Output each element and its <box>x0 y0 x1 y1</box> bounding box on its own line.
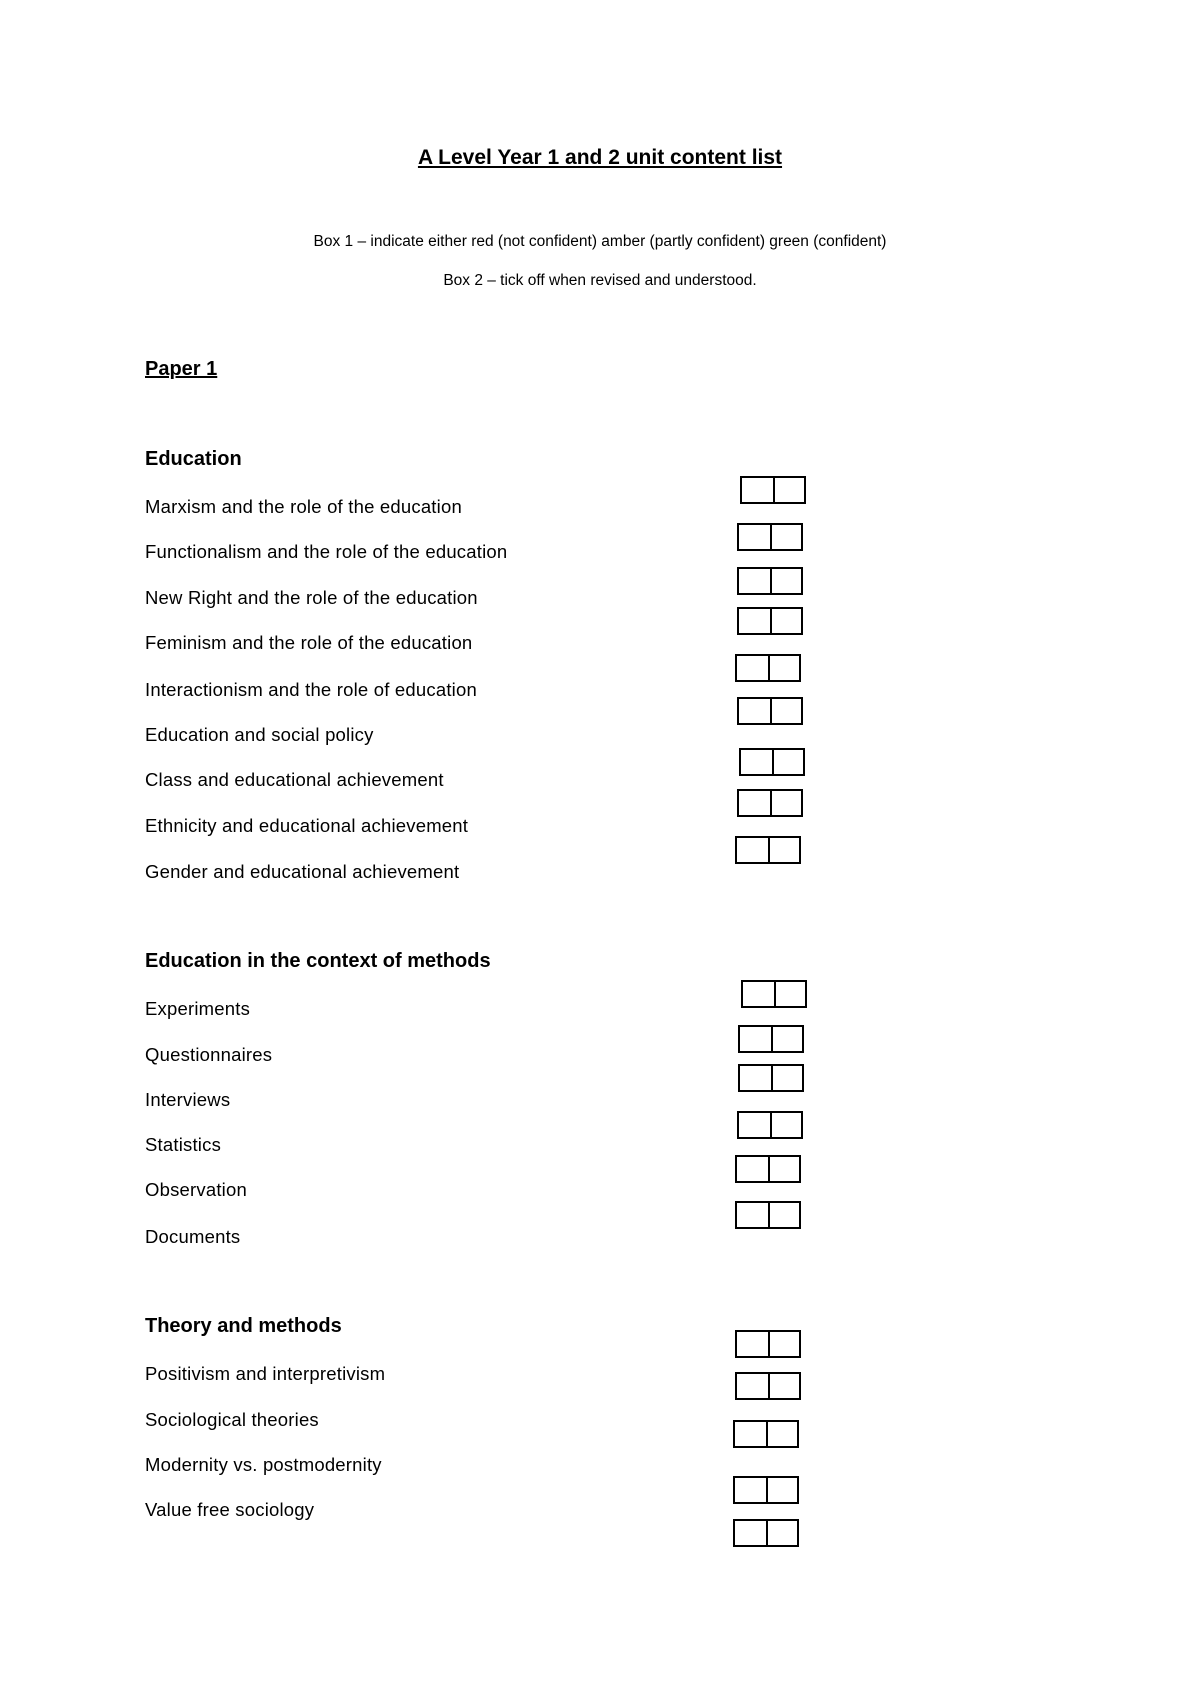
instruction-box-2: Box 2 – tick off when revised and understood. <box>443 272 757 289</box>
paper-title: Paper 1 <box>145 358 218 380</box>
confidence-tick-boxes[interactable] <box>738 1025 804 1053</box>
confidence-tick-boxes[interactable] <box>735 654 801 682</box>
confidence-tick-boxes[interactable] <box>733 1420 799 1448</box>
list-item: Education and social policy <box>145 724 374 745</box>
confidence-tick-boxes[interactable] <box>741 980 807 1008</box>
confidence-tick-boxes[interactable] <box>735 1155 801 1183</box>
confidence-tick-boxes[interactable] <box>740 476 806 504</box>
confidence-tick-boxes[interactable] <box>737 697 803 725</box>
confidence-tick-boxes[interactable] <box>737 523 803 551</box>
list-item: Modernity vs. postmodernity <box>145 1454 382 1475</box>
list-item: Questionnaires <box>145 1044 273 1065</box>
list-item: Experiments <box>145 998 251 1019</box>
list-item: Ethnicity and educational achievement <box>145 815 469 836</box>
confidence-tick-boxes[interactable] <box>737 1111 803 1139</box>
confidence-tick-boxes[interactable] <box>737 567 803 595</box>
confidence-tick-boxes[interactable] <box>733 1476 799 1504</box>
list-item: Interactionism and the role of education <box>145 679 477 700</box>
list-item: Sociological theories <box>145 1409 319 1430</box>
list-item: New Right and the role of the education <box>145 587 478 608</box>
confidence-tick-boxes[interactable] <box>735 1372 801 1400</box>
list-item: Class and educational achievement <box>145 769 444 790</box>
list-item: Positivism and interpretivism <box>145 1363 386 1384</box>
list-item: Marxism and the role of the education <box>145 496 462 517</box>
list-item: Observation <box>145 1179 247 1200</box>
list-item: Interviews <box>145 1089 231 1110</box>
section-heading-methods: Education in the context of methods <box>145 950 491 972</box>
document-title: A Level Year 1 and 2 unit content list <box>417 146 783 169</box>
section-heading-theory: Theory and methods <box>145 1315 342 1337</box>
list-item: Gender and educational achievement <box>145 861 460 882</box>
list-item: Statistics <box>145 1134 222 1155</box>
section-heading-education: Education <box>145 448 242 470</box>
confidence-tick-boxes[interactable] <box>739 748 805 776</box>
confidence-tick-boxes[interactable] <box>733 1519 799 1547</box>
list-item: Documents <box>145 1226 241 1247</box>
instruction-box-1: Box 1 – indicate either red (not confident) amber (partly confident) green (confident) <box>313 233 887 250</box>
confidence-tick-boxes[interactable] <box>735 836 801 864</box>
list-item: Feminism and the role of the education <box>145 632 473 653</box>
confidence-tick-boxes[interactable] <box>735 1201 801 1229</box>
confidence-tick-boxes[interactable] <box>735 1330 801 1358</box>
list-item: Functionalism and the role of the education <box>145 541 508 562</box>
confidence-tick-boxes[interactable] <box>737 789 803 817</box>
list-item: Value free sociology <box>145 1499 315 1520</box>
confidence-tick-boxes[interactable] <box>737 607 803 635</box>
confidence-tick-boxes[interactable] <box>738 1064 804 1092</box>
